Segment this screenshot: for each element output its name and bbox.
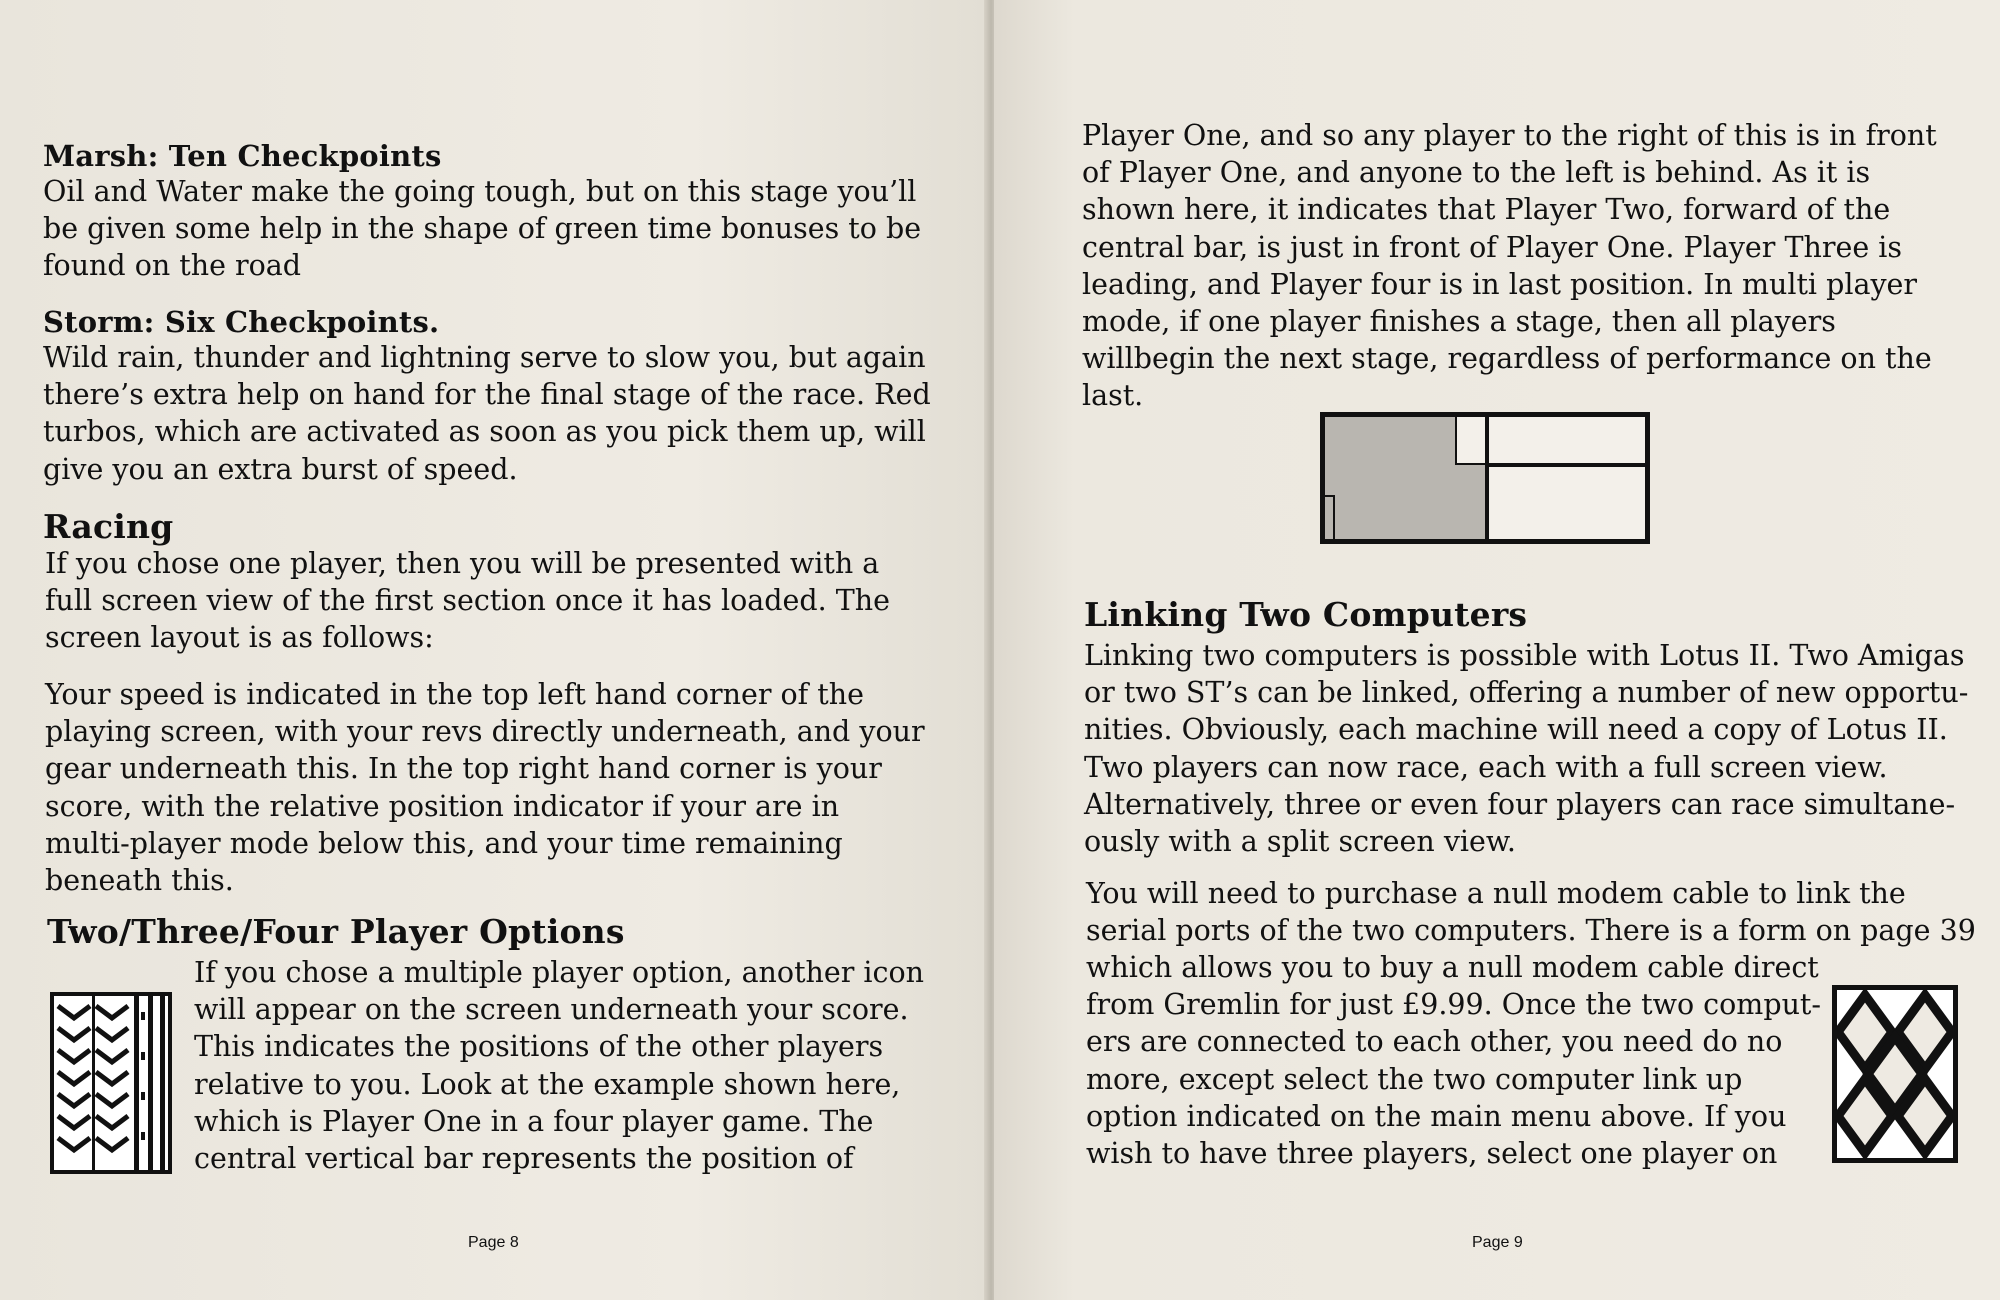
right-page: [994, 0, 2000, 1300]
heading-storm: Storm: Six Checkpoints.: [43, 305, 440, 339]
paragraph-player-options: If you chose a multiple player option, another icon will appear on the screen underneath your score. This indicates the positions of the other players relative to you. Look at the example shown here, which is Player One in a four player game. The central vertical bar represents the position of: [194, 956, 925, 1176]
paragraph-continued: Player One, and so any player to the right of this is in front of Player One, and anyone to the left is behind. As it is shown here, it indicates that Player Two, forward of the central bar, is just in front of Player One. Player Three is leading, and Player four is in last position. In multi player mode, if one player finishes a stage, then all players willbegin the next stage, regardless of performance on the last.: [1082, 119, 1937, 413]
lattice-icon: [1832, 985, 1958, 1163]
heading-marsh: Marsh: Ten Checkpoints: [43, 139, 442, 173]
left-page: [0, 0, 990, 1300]
page-number-right: Page 9: [1472, 1234, 1523, 1251]
paragraph-marsh: Oil and Water make the going tough, but on this stage you’ll be given some help in the shape of green time bonuses to be found on the road: [43, 175, 922, 283]
indicator-player-four: [1323, 495, 1335, 541]
position-indicator-diagram: [1320, 412, 1650, 544]
indicator-player-three: [1487, 415, 1647, 465]
indicator-player-two: [1455, 415, 1487, 465]
paragraph-racing-layout: Your speed is indicated in the top left hand corner of the playing screen, with your revs directly underneath, and your gear underneath this. In the top right hand corner is your score, with the relative position indicator if your are in multi-player mode below this, and your time remaining beneath this.: [45, 678, 925, 898]
paragraph-storm: Wild rain, thunder and lightning serve to slow you, but again there’s extra help on hand for the final stage of the race. Red turbos, which are activated as soon as you pick them up, will give you an extra burst of speed.: [43, 341, 931, 486]
paragraph-null-modem: You will need to purchase a null modem cable to link the serial ports of the two computers. There is a form on page 39: [1086, 877, 1976, 948]
heading-racing: Racing: [43, 507, 174, 546]
paragraph-linking: Linking two computers is possible with Lotus II. Two Amigas or two ST’s can be linked, offering a number of new opportu- nities. Obviously, each machine will need a copy of Lotus II. Two players can now race, each with a full screen view. Alternatively, three or even four players can race simultane- ously with a split screen view.: [1084, 639, 1969, 859]
heading-player-options: Two/Three/Four Player Options: [47, 912, 625, 951]
paragraph-racing-intro: If you chose one player, then you will be presented with a full screen view of the first section once it has loaded. The screen layout is as follows:: [45, 547, 890, 655]
indicator-empty-area: [1487, 465, 1647, 541]
paragraph-null-modem-cont: which allows you to buy a null modem cable direct from Gremlin for just £9.99. Once the two comput- ers are connected to each other, you need do no more, except select the two computer link up option indicated on the main menu above. If you wish to have three players, select one player on: [1086, 951, 1822, 1171]
heading-linking: Linking Two Computers: [1084, 595, 1528, 634]
chevron-icon: [50, 992, 172, 1174]
page-number-left: Page 8: [468, 1234, 519, 1251]
